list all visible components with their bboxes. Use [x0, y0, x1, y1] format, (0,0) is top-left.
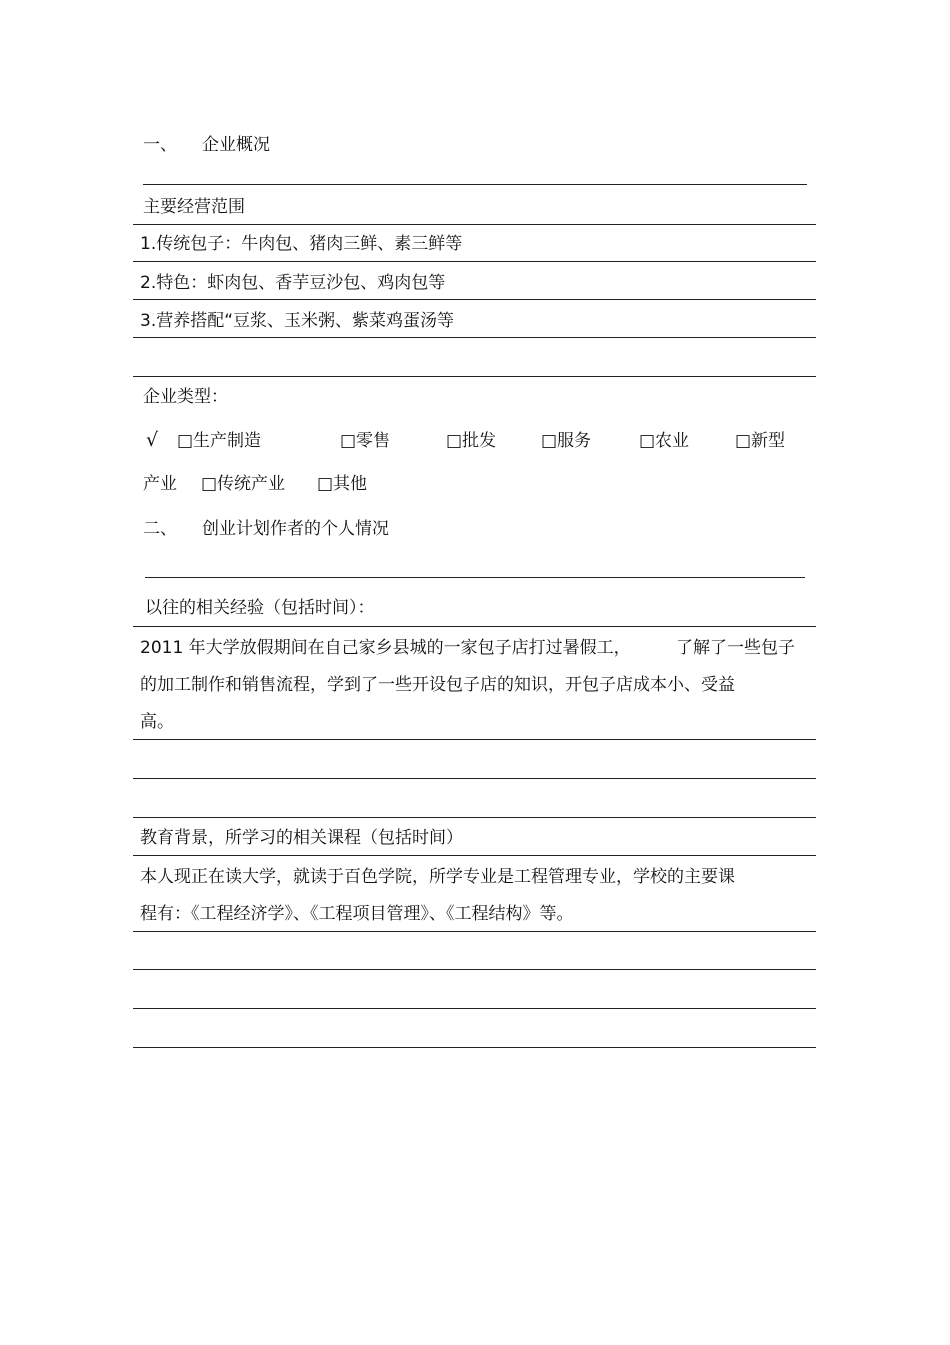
divider: [133, 817, 816, 818]
divider: [133, 337, 816, 338]
divider: [133, 969, 816, 970]
divider: [143, 184, 807, 185]
checkbox-option[interactable]: □零售: [340, 431, 391, 451]
education-heading: 教育背景，所学习的相关课程（包括时间）: [140, 828, 463, 848]
divider: [133, 1047, 816, 1048]
checkbox-option[interactable]: □服务: [541, 431, 592, 451]
checkbox-option[interactable]: □生产制造: [177, 431, 262, 451]
business-scope-item: 3.营养搭配“豆浆、玉米粥、紫菜鸡蛋汤等: [140, 311, 455, 331]
section-title: 企业概况: [202, 135, 270, 155]
business-scope-item: 2.特色：虾肉包、香芋豆沙包、鸡肉包等: [140, 273, 446, 293]
checkbox-option[interactable]: □批发: [446, 431, 497, 451]
divider: [133, 224, 816, 225]
checkbox-option[interactable]: □新型: [735, 431, 786, 451]
experience-line: 了解了一些包子: [676, 638, 795, 658]
education-line: 程有：《工程经济学》、《工程项目管理》、《工程结构》等。: [140, 904, 574, 924]
checkbox-option[interactable]: □农业: [639, 431, 690, 451]
section-number: 一、: [143, 135, 177, 155]
checkbox-option[interactable]: □其他: [317, 474, 368, 494]
experience-heading: 以往的相关经验（包括时间）：: [145, 598, 375, 618]
section-number: 二、: [143, 519, 177, 539]
business-scope-heading: 主要经营范围: [143, 197, 245, 217]
business-scope-item: 1.传统包子：牛肉包、猪肉三鲜、素三鲜等: [140, 234, 463, 254]
section-title: 创业计划作者的个人情况: [202, 519, 389, 539]
divider: [133, 855, 816, 856]
checkbox-option-continued: 产业: [143, 474, 177, 494]
divider: [133, 778, 816, 779]
enterprise-type-label: 企业类型：: [143, 387, 228, 407]
experience-line: 2011 年大学放假期间在自己家乡县城的一家包子店打过暑假工，: [140, 638, 631, 658]
divider: [145, 577, 805, 578]
divider: [133, 626, 816, 627]
checkbox-option[interactable]: □传统产业: [201, 474, 286, 494]
experience-line: 的加工制作和销售流程，学到了一些开设包子店的知识，开包子店成本小、受益: [140, 675, 735, 695]
divider: [133, 299, 816, 300]
divider: [133, 931, 816, 932]
education-line: 本人现正在读大学，就读于百色学院，所学专业是工程管理专业，学校的主要课: [140, 867, 735, 887]
divider: [133, 1008, 816, 1009]
check-mark-icon: √: [146, 429, 159, 451]
divider: [133, 376, 816, 377]
divider: [133, 261, 816, 262]
divider: [133, 739, 816, 740]
experience-line: 高。: [140, 712, 174, 732]
